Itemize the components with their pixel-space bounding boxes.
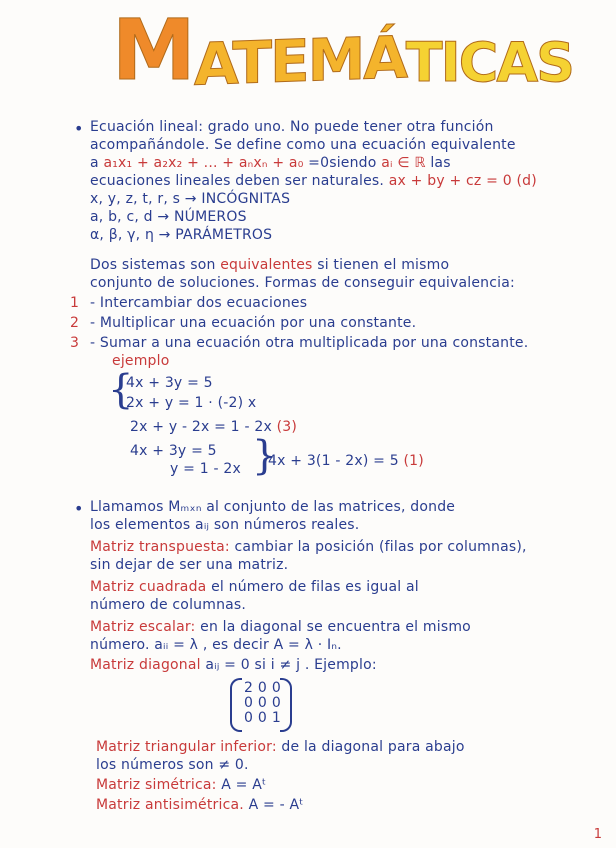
text-fragment: 4x + 3(1 - 2x) = 5 [268, 453, 399, 469]
text-fragment: Dos sistemas son [90, 257, 216, 273]
list-number: 3 [70, 335, 80, 351]
definition-term: Matriz escalar: [90, 619, 196, 635]
matrix-right-paren [280, 678, 292, 732]
matrix-left-paren [230, 678, 242, 732]
system-brace: { [108, 367, 134, 413]
definition-term: Matriz transpuesta: [90, 539, 230, 555]
page-title [112, 1, 574, 99]
list-number: 2 [70, 315, 80, 331]
formula: aᵢ ∈ ℝ [381, 155, 426, 171]
text-line [90, 618, 471, 636]
text-line [96, 776, 266, 794]
text-fragment: a [90, 155, 99, 171]
text-fragment: las [430, 155, 451, 171]
text-fragment: el número de filas es igual al [211, 579, 419, 595]
definition-term: Matriz simétrica: [96, 777, 217, 793]
matrix-row: 001 [244, 710, 286, 726]
text-line [90, 256, 449, 274]
equation: 4x + 3y = 5 [130, 443, 217, 459]
text-fragment: de la diagonal para abajo [281, 739, 465, 755]
definition-term: Matriz diagonal [90, 657, 201, 673]
text-line: α, β, γ, η → PARÁMETROS [90, 227, 273, 243]
title-letter-m: M [112, 1, 194, 99]
formula: ax + by + cz = 0 (d) [388, 173, 537, 189]
equation-ref: (3) [276, 419, 298, 435]
highlight-term: equivalentes [220, 257, 313, 273]
text-line: a, b, c, d → NÚMEROS [90, 209, 247, 225]
formula: a₁x₁ + a₂x₂ + ... + aₙxₙ + a₀ [103, 155, 304, 171]
list-item: - Sumar a una ecuación otra multiplicada por una constante. [90, 335, 529, 351]
title-part-1: ATEMÁ [193, 23, 406, 99]
text-line: x, y, z, t, r, s → INCÓGNITAS [90, 191, 291, 207]
equation: y = 1 - 2x [170, 461, 241, 477]
text-line: Ecuación lineal: grado uno. No puede tener otra función [90, 119, 494, 135]
text-line: conjunto de soluciones. Formas de conseguir equivalencia: [90, 275, 515, 291]
text-line [90, 538, 527, 556]
text-line: acompañándole. Se define como una ecuación equivalente [90, 137, 516, 153]
diagonal-matrix-example [230, 678, 292, 728]
list-item: - Multiplicar una ecuación por una constante. [90, 315, 417, 331]
text-fragment: aᵢⱼ = 0 si i ≠ j . Ejemplo: [205, 657, 377, 673]
result-brace: } [252, 433, 278, 479]
equation: 2x + y = 1 · (-2) x [126, 395, 257, 411]
definition-term: Matriz antisimétrica. [96, 797, 244, 813]
matrix-row: 000 [244, 695, 286, 711]
text-fragment: =0siendo [308, 155, 377, 171]
bullet: • [74, 499, 84, 518]
text-line: los elementos aᵢⱼ son números reales. [90, 517, 360, 533]
text-fragment: ecuaciones lineales deben ser naturales. [90, 173, 385, 189]
page-number: 1 [593, 827, 602, 842]
definition-term: Matriz triangular inferior: [96, 739, 277, 755]
equation: 4x + 3y = 5 [126, 375, 213, 391]
text-fragment: 2x + y - 2x = 1 - 2x [130, 419, 272, 435]
text-line [90, 656, 377, 674]
title-part-2: TICAS [405, 31, 574, 94]
bullet: • [74, 119, 84, 138]
text-fragment: cambiar la posición (filas por columnas), [234, 539, 527, 555]
text-fragment: en la diagonal se encuentra el mismo [200, 619, 471, 635]
list-number: 1 [70, 295, 80, 311]
text-fragment: si tienen el mismo [317, 257, 450, 273]
matrix-row: 200 [244, 680, 286, 696]
text-line: los números son ≠ 0. [96, 757, 249, 773]
definition-term: Matriz cuadrada [90, 579, 207, 595]
text-line [90, 154, 451, 172]
text-line [96, 796, 304, 814]
text-line: sin dejar de ser una matriz. [90, 557, 289, 573]
equation-ref: (1) [403, 453, 424, 469]
formula: A = - Aᵗ [248, 797, 304, 813]
text-line [90, 578, 419, 596]
text-line: número de columnas. [90, 597, 247, 613]
text-line: número. aᵢᵢ = λ , es decir A = λ · Iₙ. [90, 637, 342, 653]
example-label: ejemplo [112, 353, 170, 369]
text-line [90, 172, 537, 190]
text-line: Llamamos Mₘₓₙ al conjunto de las matrices, donde [90, 499, 456, 515]
list-item: - Intercambiar dos ecuaciones [90, 295, 308, 311]
equation [268, 452, 424, 470]
text-line [96, 738, 465, 756]
formula: A = Aᵗ [221, 777, 267, 793]
